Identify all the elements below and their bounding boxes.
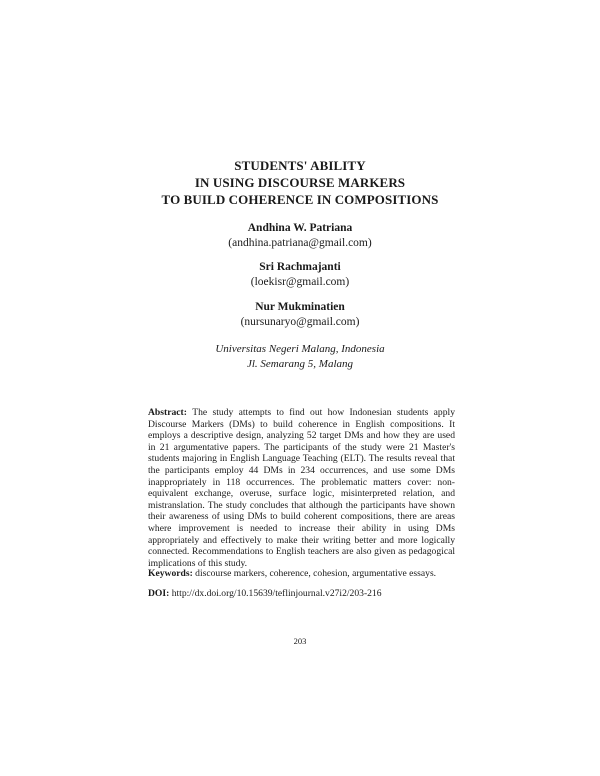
doi bbox=[148, 588, 455, 600]
author-2 bbox=[0, 260, 600, 290]
keywords bbox=[148, 568, 455, 580]
abstract bbox=[148, 407, 455, 569]
keywords-label: Keywords: bbox=[148, 568, 196, 579]
author-3 bbox=[0, 300, 600, 330]
doi-label: DOI: bbox=[148, 588, 172, 599]
paper-title bbox=[0, 157, 600, 208]
page-number: 203 bbox=[293, 636, 307, 646]
doi-link[interactable]: http://dx.doi.org/10.15639/teflinjournal.v27i2/203-216 bbox=[171, 588, 382, 599]
author-name: Nur Mukminatien bbox=[255, 301, 345, 313]
author-name: Sri Rachmajanti bbox=[259, 261, 341, 273]
affiliation bbox=[0, 342, 600, 372]
author-email: (loekisr@gmail.com) bbox=[250, 276, 350, 288]
abstract-label: Abstract: bbox=[148, 407, 193, 418]
keywords-text: discourse markers, coherence, cohesion, argumentative essays. bbox=[195, 568, 437, 579]
author-email: (nursunaryo@gmail.com) bbox=[240, 316, 360, 328]
author-name: Andhina W. Patriana bbox=[247, 222, 353, 234]
affiliation-address: Jl. Semarang 5, Malang bbox=[246, 358, 353, 370]
abstract-text: The study attempts to find out how Indonesian students apply Discourse Markers (DMs) to build coherence in English compositions. It employs a descriptive design, analyzing 52 target DMs and how they are used in 21 argumentative papers. The participants of the study were 21 Master's students majoring in English Language Teaching (ELT). The results reveal that the participants employ 44 DMs in 234 occurrences, and use some DMs inappropriately in 118 occurrences. The problematic matters cover: non-equivalent exchange, overuse, surface logic, misinterpreted relation, and mistranslation. The study concludes that although the participants have shown their awareness of using DMs to build coherent compositions, there are areas where improvement is needed to increase their ability in using DMs appropriately and effectively to make their writing better and more logically connected. Recommendations to English teachers are also given as pedagogical implications of this study. bbox=[148, 407, 455, 569]
affiliation-institution: Universitas Negeri Malang, Indonesia bbox=[215, 343, 385, 355]
author-1 bbox=[0, 221, 600, 251]
title-line-3: TO BUILD COHERENCE IN COMPOSITIONS bbox=[161, 192, 439, 207]
title-line-2: IN USING DISCOURSE MARKERS bbox=[194, 175, 406, 190]
title-line-1: STUDENTS' ABILITY bbox=[234, 158, 366, 173]
author-email: (andhina.patriana@gmail.com) bbox=[228, 237, 372, 249]
